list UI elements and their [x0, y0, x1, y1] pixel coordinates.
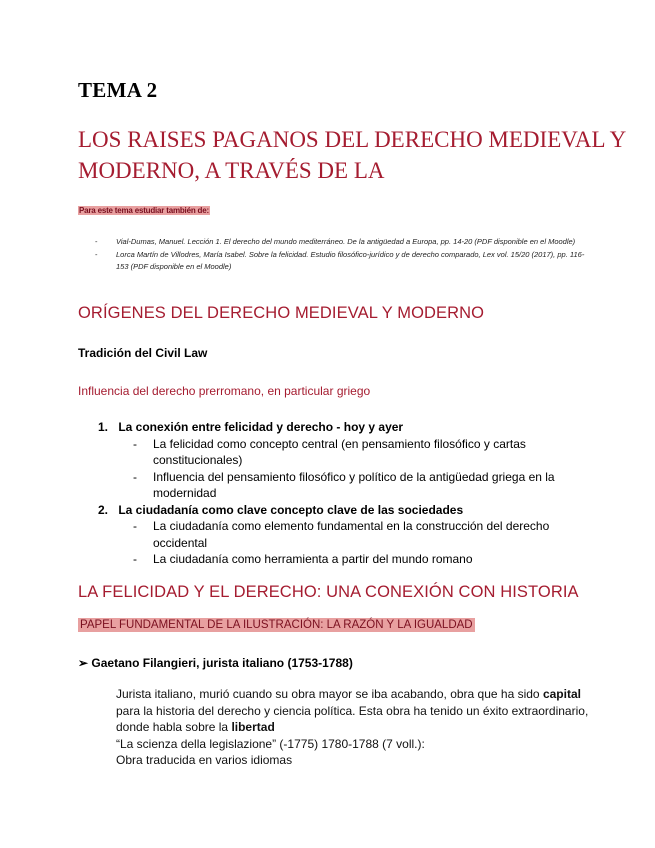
sub-item-text: La ciudadanía como herramienta a partir del mundo romano	[153, 552, 473, 566]
item-heading: La ciudadanía como clave concepto clave de las sociedades	[118, 502, 464, 517]
paragraph-line	[116, 686, 596, 736]
sub-list-item	[133, 551, 568, 568]
numbered-item	[98, 419, 568, 502]
influence-note: Influencia del derecho prerromano, en particular griego	[78, 384, 371, 398]
item-number: 2.	[98, 502, 109, 517]
text-run: Jurista italiano, murió cuando su obra mayor se iba acabando, obra que ha sido	[116, 687, 543, 701]
item-number: 1.	[98, 420, 109, 434]
reference-item	[95, 249, 595, 273]
bold-text-capital: capital	[542, 687, 581, 701]
section-heading-origins: ORÍGENES DEL DERECHO MEDIEVAL Y MODERNO	[78, 304, 485, 322]
highlighted-heading-enlightenment: PAPEL FUNDAMENTAL DE LA ILUSTRACIÓN: LA RAZÓN Y LA IGUALDAD	[80, 619, 473, 631]
paragraph-line: “La scienza della legislazione” (-1775) 1780-1788 (7 voll.):	[116, 736, 425, 751]
paragraph-line: Obra traducida en varios idiomas	[116, 753, 293, 767]
sub-list	[98, 518, 568, 568]
sub-item-text: La felicidad como concepto central (en pensamiento filosófico y cartas constitucionales)	[153, 436, 526, 467]
item-heading: La conexión entre felicidad y derecho - hoy y ayer	[118, 420, 404, 434]
list-dash: -	[95, 237, 98, 246]
numbered-list	[98, 419, 568, 568]
arrow-bullet-icon: ➢	[78, 656, 89, 670]
gaetano-label: Gaetano Filangieri, jurista italiano (1753-1788)	[91, 656, 353, 670]
sub-list	[98, 436, 568, 502]
text-run: para la historia del derecho y ciencia política. Esta obra ha tenido un éxito extraordinario, donde habla sobre la	[116, 703, 589, 734]
sub-list-item	[133, 436, 568, 469]
sub-item-text: Influencia del pensamiento filosófico y político de la antigüedad griega en la modernidad	[153, 469, 555, 500]
list-dash: -	[133, 469, 137, 484]
gaetano-heading	[78, 656, 353, 670]
list-dash: -	[133, 519, 137, 533]
sub-list-item	[133, 469, 568, 502]
numbered-item	[98, 502, 568, 568]
list-dash: -	[95, 250, 98, 259]
list-dash: -	[133, 552, 137, 566]
sub-item-text: La ciudadanía como elemento fundamental en la construcción del derecho occidental	[153, 519, 550, 550]
reference-text: Vial-Dumas, Manuel. Lección 1. El derecho del mundo mediterráneo. De la antigüedad a Europa, pp. 14-20 (PDF disponible en el Moodle)	[116, 237, 576, 246]
document-title: LOS RAISES PAGANOS DEL DERECHO MEDIEVAL Y MODERNO, A TRAVÉS DE LA	[78, 127, 626, 183]
list-dash: -	[133, 436, 137, 451]
reference-text: Lorca Martín de Villodres, María Isabel. Sobre la felicidad. Estudio filosófico-jurídico y de derecho comparado, Lex vol. 15/20 (2017), pp. 116-153 (PDF disponible en el Moodle)	[116, 250, 585, 271]
study-note-highlight: Para este tema estudiar también de:	[79, 206, 209, 215]
reference-item	[95, 236, 595, 248]
filangieri-paragraph	[116, 686, 596, 769]
reference-list	[95, 236, 595, 273]
subheading-civil-law: Tradición del Civil Law	[78, 346, 208, 360]
section-heading-happiness: LA FELICIDAD Y EL DERECHO: UNA CONEXIÓN CON HISTORIA	[78, 583, 579, 601]
topic-number: TEMA 2	[78, 78, 158, 102]
bold-text-libertad: libertad	[231, 720, 275, 734]
sub-list-item	[133, 518, 568, 551]
